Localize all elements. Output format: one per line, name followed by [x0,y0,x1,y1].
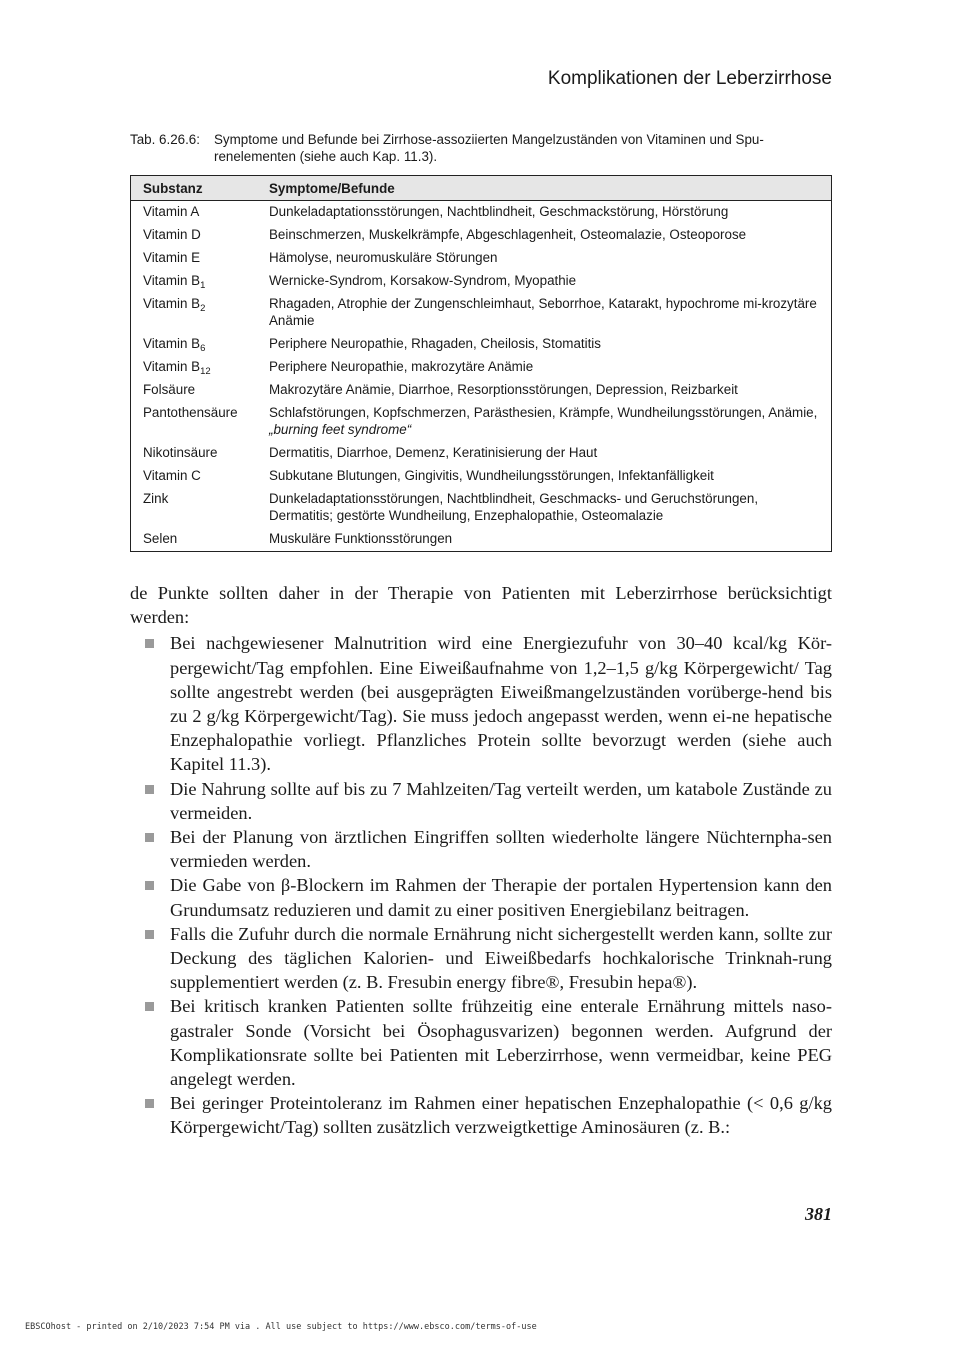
substance-name: Vitamin B [143,359,201,374]
findings-text: Beinschmerzen, Muskelkrämpfe, Abgeschlagenheit, Osteomalazie, Osteoporose [269,227,747,242]
table-row [131,247,832,270]
bullet-text: Die Nahrung sollte auf bis zu 7 Mahlzeiten/Tag verteilt werden, um katabole Zustände zu vermeiden. [170,778,832,823]
substance-cell [131,402,270,442]
findings-cell [269,333,832,356]
findings-cell [269,442,832,465]
table-header-row [131,176,832,201]
substance-cell [131,224,270,247]
substance-cell [131,465,270,488]
findings-text: Wernicke-Syndrom, Korsakow-Syndrom, Myopathie [269,273,577,288]
print-footer: EBSCOhost - printed on 2/10/2023 7:54 PM via . All use subject to https://www.ebsco.com/terms-of-use [25,1322,537,1332]
table-caption-label: Tab. 6.26.6: [130,132,200,147]
substance-name: Selen [143,531,178,546]
bullet-item [130,922,832,995]
substance-name: Vitamin C [143,468,201,483]
table-row [131,402,832,442]
substance-name: Folsäure [143,382,196,397]
table-row [131,488,832,528]
table-row [131,270,832,293]
substance-cell [131,528,270,552]
bullet-text: Bei kritisch kranken Patienten sollte frühzeitig eine enterale Ernährung mittels naso-gastraler Sonde (Vorsicht bei Ösophagusvarizen) begonnen werden. Aufgrund der Komplikationsrate sollte bei Patienten mit Leberzirrhose, wenn vermeidbar, keine PEG angelegt werden. [170,996,832,1090]
findings-cell [269,270,832,293]
table-body [131,201,832,552]
findings-cell [269,465,832,488]
vitamin-deficiency-table [130,175,832,552]
findings-text: Schlafstörungen, Kopfschmerzen, Parästhesien, Krämpfe, Wundheilungsstörungen, Anämie, [269,405,818,420]
substance-name: Vitamin E [143,250,201,265]
substance-name: Nikotinsäure [143,445,218,460]
intro-paragraph: de Punkte sollten daher in der Therapie von Patienten mit Leberzirrhose berücksichtigt werden: [130,583,832,628]
substance-subscript: 6 [200,343,206,354]
findings-cell [269,356,832,379]
findings-text: Hämolyse, neuromuskuläre Störungen [269,250,498,265]
substance-cell [131,488,270,528]
bullet-text: Die Gabe von β-Blockern im Rahmen der Therapie der portalen Hypertension kann den Grundumsatz reduzieren und damit zu einer positiven Energiebilanz beitragen. [170,875,832,920]
substance-cell [131,247,270,270]
substance-subscript: 1 [200,280,206,291]
substance-name: Vitamin B [143,273,201,288]
column-header-findings: Symptome/Befunde [269,176,832,201]
substance-name: Vitamin D [143,227,201,242]
findings-text: Subkutane Blutungen, Gingivitis, Wundheilungsstörungen, Infektanfälligkeit [269,468,714,483]
findings-cell [269,488,832,528]
substance-cell [131,201,270,225]
bullet-item [130,994,832,1091]
substance-cell [131,379,270,402]
square-bullet-icon [145,1099,154,1108]
substance-cell [131,356,270,379]
findings-cell [269,247,832,270]
table-row [131,224,832,247]
square-bullet-icon [145,639,154,648]
findings-text: Dunkeladaptationsstörungen, Nachtblindheit, Geschmackstörung, Hörstörung [269,204,729,219]
findings-cell [269,224,832,247]
findings-text: Periphere Neuropathie, Rhagaden, Cheilosis, Stomatitis [269,336,601,351]
table-caption [130,131,832,165]
bullet-item [130,825,832,873]
findings-text: Rhagaden, Atrophie der Zungenschleimhaut, Seborrhoe, Katarakt, hypochrome mi-krozytäre Anämie [269,296,817,328]
substance-subscript: 12 [200,366,211,377]
table-row [131,356,832,379]
square-bullet-icon [145,785,154,794]
table-row [131,379,832,402]
running-head: Komplikationen der Leberzirrhose [547,68,832,89]
findings-italic-text: „burning feet syndrome“ [269,422,412,437]
table-row [131,442,832,465]
bullet-list [130,631,832,1139]
table-row [131,201,832,225]
square-bullet-icon [145,833,154,842]
square-bullet-icon [145,881,154,890]
substance-cell [131,333,270,356]
substance-name: Zink [143,491,169,506]
substance-cell [131,442,270,465]
substance-name: Vitamin B [143,296,201,311]
table-caption-text: Symptome und Befunde bei Zirrhose-assoziierten Mangelzuständen von Vitaminen und Spu-renelementen (siehe auch Kap. 11.3). [214,132,764,164]
bullet-text: Bei der Planung von ärztlichen Eingriffen sollten wiederholte längere Nüchternpha-sen vermieden werden. [170,827,832,872]
bullet-item [130,631,832,776]
findings-cell [269,379,832,402]
findings-cell [269,528,832,552]
substance-cell [131,293,270,333]
findings-cell [269,402,832,442]
findings-cell [269,201,832,225]
findings-text: Makrozytäre Anämie, Diarrhoe, Resorptionsstörungen, Depression, Reizbarkeit [269,382,738,397]
findings-text: Dermatitis, Diarrhoe, Demenz, Keratinisierung der Haut [269,445,598,460]
square-bullet-icon [145,930,154,939]
substance-subscript: 2 [200,303,206,314]
table-row [131,333,832,356]
findings-text: Muskuläre Funktionsstörungen [269,531,453,546]
substance-name: Pantothensäure [143,405,238,420]
findings-text: Periphere Neuropathie, makrozytäre Anämie [269,359,534,374]
square-bullet-icon [145,1002,154,1011]
page-number: 381 [805,1204,832,1224]
findings-text: Dunkeladaptationsstörungen, Nachtblindheit, Geschmacks- und Geruchstörungen, Dermatitis; gestörte Wundheilung, Enzephalopathie, Osteomalazie [269,491,759,523]
bullet-item [130,777,832,825]
table-row [131,465,832,488]
body-text [130,581,832,1140]
bullet-text: Falls die Zufuhr durch die normale Ernährung nicht sichergestellt werden kann, sollte zur Deckung des täglichen Kalorien- und Eiweißbedarfs hochkalorische Trinknah-rung supplementiert werden (z. B. Fresubin energy fibre®, Fresubin hepa®). [170,923,832,993]
bullet-text: Bei geringer Proteintoleranz im Rahmen einer hepatischen Enzephalopathie (< 0,6 g/kg Körpergewicht/Tag) sollten zusätzlich verzweigtkettige Aminosäuren (z. B.: [170,1093,832,1138]
table-row [131,528,832,552]
bullet-item [130,873,832,921]
substance-cell [131,270,270,293]
table-row [131,293,832,333]
findings-cell [269,293,832,333]
bullet-item [130,1091,832,1139]
substance-name: Vitamin B [143,336,201,351]
column-header-substance: Substanz [131,176,270,201]
bullet-text: Bei nachgewiesener Malnutrition wird eine Energiezufuhr von 30–40 kcal/kg Kör-pergewicht/Tag empfohlen. Eine Eiweißaufnahme von 1,2–1,5 g/kg Körpergewicht/ Tag sollte angestrebt werden (bei ausgeprägten Eiweißmangelzuständen vorüberge-hend bis zu 2 g/kg Körpergewicht/Tag). Sie muss jedoch angepasst werden, wenn ei-ne hepatische Enzephalopathie vorliegt. Pflanzliches Protein sollte bevorzugt werden (siehe auch Kapitel 11.3). [170,633,832,775]
substance-name: Vitamin A [143,204,200,219]
